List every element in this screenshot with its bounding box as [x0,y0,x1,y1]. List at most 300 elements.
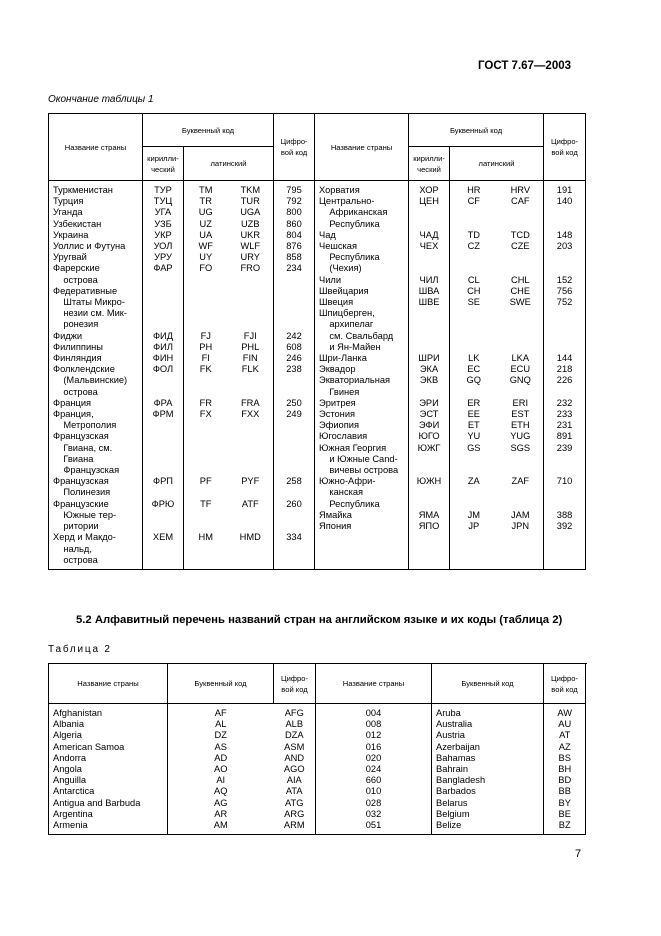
left-name-cell: Филиппины [49,342,143,353]
right-latin2-cell: EE [467,409,480,420]
left-latin2-cell: UA [199,229,213,240]
table-row [49,319,586,330]
left-name-cell: (Мальвинские) [49,375,143,386]
left-alpha2-cell: AI [216,775,226,786]
right-latin2-cell: TD [467,229,480,240]
left-digital-cell [274,465,315,476]
right-latin2-cell [450,387,498,398]
left-latin3-cell [228,443,274,454]
left-latin3-cell: TKM [228,181,274,197]
left-alpha3-cell: ATG [274,798,316,809]
right-digital-cell: 144 [556,353,573,364]
left-latin2-cell: TM [199,185,213,195]
right-digital-cell: 140 [556,196,573,207]
right-name-cell: Belarus [432,798,544,809]
left-name-cell: острова [49,275,143,286]
left-name-cell: Фолклендские [49,364,143,375]
left-name-cell: Украина [49,230,143,241]
right-cyr-cell: ЯПО [409,521,450,532]
right-cyr-cell [409,331,450,342]
table2-header-digital-right: Цифро-вой код [544,664,586,704]
right-digital-cell [544,487,586,498]
right-name-cell: Швейцария [315,286,409,297]
left-latin3-cell: HMD [228,532,274,543]
table-row [49,443,586,454]
right-name-cell: Эритрея [315,398,409,409]
table-row [49,375,586,386]
right-cyr-cell: ЮЖН [409,476,450,487]
right-digital-cell: 203 [556,241,573,252]
left-cyr-cell [143,420,184,431]
left-latin3-cell: WLF [228,241,274,252]
right-name-cell: Bahamas [432,753,544,764]
right-name-cell: Экваториальная [315,375,409,386]
right-digital-cell: 218 [556,364,573,375]
right-latin2-cell [450,454,498,465]
left-latin2-cell: PF [199,476,212,487]
right-latin2-cell: ET [467,420,480,431]
right-digital-cell: 226 [556,375,573,386]
table-row [49,719,586,730]
left-digital-cell: 024 [316,764,432,775]
right-latin3-cell: ERI [498,398,544,409]
table2-header-letter-code-right: Буквенный код [432,664,544,704]
left-digital-cell: 238 [274,364,315,375]
right-cyr-cell [409,555,450,570]
left-alpha3-cell: ARG [274,809,316,820]
right-alpha2-cell: BB [558,786,571,797]
left-digital-cell: 249 [274,409,315,420]
left-digital-cell [274,544,315,555]
left-cyr-cell: УОЛ [143,241,184,252]
right-latin2-cell [450,319,498,330]
left-cyr-cell [143,297,184,308]
right-cyr-cell [409,499,450,510]
left-name-cell: Уоллис и Футуна [49,241,143,252]
right-name-cell [315,555,409,570]
left-alpha2-cell: AQ [214,786,228,797]
left-digital-cell [274,275,315,286]
left-name-cell: Andorra [49,753,168,764]
right-cyr-cell: ЧИЛ [409,275,450,286]
left-cyr-cell: ФРА [143,398,184,409]
right-name-cell: Ямайка [315,510,409,521]
left-cyr-cell [143,544,184,555]
right-name-cell: Aruba [432,704,544,720]
table-row [49,798,586,809]
left-alpha3-cell: AFG [274,704,316,720]
right-digital-cell [544,544,586,555]
left-digital-cell: 860 [274,219,315,230]
right-digital-cell: 710 [556,476,573,487]
right-name-cell: Гвинея [315,387,409,398]
left-latin3-cell: FLK [228,364,274,375]
table-row [49,219,586,230]
left-digital-cell: 020 [316,753,432,764]
table2 [48,663,586,835]
left-name-cell: Французская [49,431,143,442]
right-alpha2-cell: BD [558,775,572,786]
left-latin3-cell [228,521,274,532]
right-name-cell: Belize [432,820,544,835]
right-digital-cell: 752 [556,297,573,308]
right-cyr-cell: ЭКВ [409,375,450,386]
right-cyr-cell: ЦЕН [409,196,450,207]
right-latin3-cell [498,555,544,570]
left-digital-cell [274,510,315,521]
left-cyr-cell: ТУЦ [143,196,184,207]
left-latin3-cell: PHL [228,342,274,353]
left-cyr-cell: ФОЛ [143,364,184,375]
right-digital-cell [544,207,586,218]
right-digital-cell [544,219,586,230]
right-latin2-cell: CF [467,196,480,207]
left-latin2-cell [184,420,228,431]
right-latin3-cell: HRV [498,181,544,197]
table-row [49,555,586,570]
right-latin3-cell: CAF [498,196,544,207]
left-latin2-cell: FJ [200,330,211,341]
right-name-cell: канская [315,487,409,498]
right-latin3-cell [498,342,544,353]
right-alpha2-cell: AW [557,708,573,718]
left-latin3-cell: FRO [228,263,274,274]
left-alpha3-cell: ARM [274,820,316,835]
table-row [49,420,586,431]
left-latin3-cell [228,275,274,286]
left-digital-cell [274,319,315,330]
left-digital-cell [274,286,315,297]
right-digital-cell [544,532,586,543]
left-latin2-cell [184,319,228,330]
left-digital-cell: 858 [274,252,315,263]
right-digital-cell [544,454,586,465]
left-digital-cell [274,555,315,570]
left-digital-cell [274,297,315,308]
right-cyr-cell: ЮЖГ [409,443,450,454]
right-name-cell: Республика [315,219,409,230]
left-latin3-cell: FXX [228,409,274,420]
left-name-cell: нальд, [49,544,143,555]
right-alpha2-cell: AU [558,719,572,730]
left-latin3-cell [228,387,274,398]
left-name-cell: Уругвай [49,252,143,263]
left-digital-cell: 016 [316,742,432,753]
left-cyr-cell: УЗБ [143,219,184,230]
left-cyr-cell: ТУР [143,181,184,197]
left-cyr-cell: ФИД [143,331,184,342]
table-row [49,364,586,375]
left-alpha3-cell: AGO [274,764,316,775]
left-digital-cell: 008 [316,719,432,730]
right-name-cell: Хорватия [315,181,409,197]
right-latin2-cell [450,532,498,543]
left-digital-cell: 004 [316,704,432,720]
left-cyr-cell [143,521,184,532]
right-digital-cell [544,555,586,570]
right-latin3-cell [498,487,544,498]
left-digital-cell: 012 [316,730,432,741]
left-alpha3-cell: ASM [274,742,316,753]
table2-header-name-right: Название страны [316,664,432,704]
left-latin2-cell: PH [199,341,213,352]
right-latin2-cell [450,331,498,342]
left-latin2-cell [184,555,228,570]
right-name-cell: Чили [315,275,409,286]
left-latin2-cell: FK [199,364,212,375]
right-name-cell: Шри-Ланка [315,353,409,364]
left-cyr-cell [143,431,184,442]
left-name-cell: Турция [49,196,143,207]
right-latin3-cell: YUG [498,431,544,442]
left-name-cell: Французская [49,476,143,487]
right-digital-cell: 232 [556,397,573,408]
left-cyr-cell [143,465,184,476]
right-name-cell: Африканская [315,207,409,218]
left-latin2-cell: UZ [199,218,212,229]
table1-caption: Окончание таблицы 1 [48,94,154,105]
table-row [49,454,586,465]
left-latin3-cell [228,286,274,297]
left-latin2-cell: UG [198,207,213,218]
left-name-cell: Фарерские [49,263,143,274]
left-latin2-cell [184,510,228,521]
left-name-cell: Полинезия [49,487,143,498]
right-cyr-cell [409,252,450,263]
left-alpha2-cell: AS [214,741,227,752]
left-digital-cell [274,375,315,386]
right-cyr-cell: ЧАД [409,230,450,241]
left-digital-cell [274,431,315,442]
left-latin2-cell [184,521,228,532]
right-name-cell: Республика [315,252,409,263]
right-alpha2-cell: AZ [558,741,571,752]
table-row [49,241,586,252]
left-name-cell: Уганда [49,207,143,218]
table1 [48,113,586,570]
left-latin2-cell [184,454,228,465]
right-latin3-cell [498,207,544,218]
right-name-cell: Эфиопия [315,420,409,431]
right-cyr-cell [409,342,450,353]
left-cyr-cell [143,319,184,330]
left-latin3-cell: UZB [228,219,274,230]
right-name-cell: Шпицберген, [315,308,409,319]
left-digital-cell: 051 [316,820,432,835]
right-latin3-cell: CZE [498,241,544,252]
left-latin2-cell: FO [199,263,213,274]
left-cyr-cell: ФИН [143,353,184,364]
table1-header-name-left: Название страны [49,114,143,181]
right-alpha2-cell: BZ [558,820,571,831]
right-cyr-cell: ШРИ [409,353,450,364]
right-digital-cell [544,387,586,398]
right-latin3-cell [498,219,544,230]
left-alpha3-cell: ALB [274,719,316,730]
table-row [49,532,586,543]
section-title: 5.2 Алфавитный перечень названий стран на английском языке и их коды (таблица 2) [76,614,563,626]
left-latin2-cell: FI [201,353,210,364]
left-latin3-cell: ATF [228,499,274,510]
table-row [49,521,586,532]
left-name-cell: Argentina [49,809,168,820]
right-name-cell: Australia [432,719,544,730]
table-row [49,775,586,786]
left-latin3-cell: FIN [228,353,274,364]
left-name-cell: незии см. Мик- [49,308,143,319]
right-name-cell: вичевы острова [315,465,409,476]
table2-header-digital-left: Цифро-вой код [274,664,316,704]
left-latin2-cell [184,431,228,442]
left-name-cell: Французские [49,499,143,510]
left-cyr-cell: УРУ [143,252,184,263]
right-alpha2-cell: AT [559,730,571,741]
right-latin2-cell: CH [467,285,481,296]
left-digital-cell: 792 [274,196,315,207]
right-latin3-cell: GNQ [498,375,544,386]
left-name-cell: Узбекистан [49,219,143,230]
table-row [49,230,586,241]
right-latin2-cell: CZ [467,241,480,252]
right-latin2-cell [450,219,498,230]
right-latin3-cell: ETH [498,420,544,431]
right-cyr-cell [409,219,450,230]
left-digital-cell [274,308,315,319]
left-cyr-cell [143,387,184,398]
left-latin3-cell [228,431,274,442]
left-name-cell: Armenia [49,820,168,835]
left-cyr-cell: ХЕМ [143,532,184,543]
table-row [49,730,586,741]
right-name-cell: Эквадор [315,364,409,375]
left-digital-cell: 260 [274,499,315,510]
left-latin3-cell [228,487,274,498]
right-latin2-cell [450,263,498,274]
table1-header-digital-right: Цифро-вой код [544,114,586,181]
left-cyr-cell: ФАР [143,263,184,274]
table-row [49,753,586,764]
table-row [49,499,586,510]
table1-body [49,181,586,570]
right-alpha2-cell: BE [558,808,571,819]
table-row [49,476,586,487]
right-name-cell: Bahrain [432,764,544,775]
right-cyr-cell: ЮГО [409,431,450,442]
left-digital-cell: 028 [316,798,432,809]
right-alpha2-cell: BY [558,797,571,808]
right-latin2-cell [450,499,498,510]
right-name-cell: Azerbaijan [432,742,544,753]
right-cyr-cell: ЯМА [409,510,450,521]
right-digital-cell [544,499,586,510]
left-cyr-cell [143,487,184,498]
left-latin2-cell: TF [200,498,212,509]
table-row [49,286,586,297]
left-latin2-cell [184,286,228,297]
left-name-cell: Фиджи [49,331,143,342]
right-cyr-cell: ШВА [409,286,450,297]
right-digital-cell: 388 [556,509,573,520]
left-digital-cell: 804 [274,230,315,241]
left-latin3-cell: TUR [228,196,274,207]
left-cyr-cell [143,510,184,521]
right-latin3-cell [498,465,544,476]
right-latin2-cell: GS [467,442,481,453]
right-cyr-cell [409,319,450,330]
right-latin2-cell: SE [467,297,480,308]
table-row [49,704,586,720]
table-row [49,331,586,342]
left-name-cell: Afghanistan [49,704,168,720]
left-latin3-cell: UKR [228,230,274,241]
left-latin3-cell [228,454,274,465]
right-digital-cell: 756 [556,285,573,296]
left-latin2-cell [184,275,228,286]
table-row [49,207,586,218]
left-latin3-cell [228,319,274,330]
table-row [49,465,586,476]
document-header: ГОСТ 7.67—2003 [478,60,572,72]
table-row [49,252,586,263]
right-name-cell: Япония [315,521,409,532]
left-name-cell: Гвиана, см. [49,443,143,454]
right-latin2-cell [450,544,498,555]
right-cyr-cell: ЭКА [409,364,450,375]
right-name-cell: Эстония [315,409,409,420]
left-digital-cell [274,454,315,465]
left-alpha3-cell: AIA [274,775,316,786]
left-latin2-cell [184,297,228,308]
right-name-cell: Чад [315,230,409,241]
table-row [49,263,586,274]
left-digital-cell: 795 [274,181,315,197]
right-digital-cell [544,319,586,330]
table-row [49,487,586,498]
left-latin2-cell: TR [199,196,212,207]
left-name-cell: American Samoa [49,742,168,753]
right-name-cell: Barbados [432,786,544,797]
left-alpha2-cell: AD [214,752,228,763]
right-alpha2-cell: BH [558,764,572,775]
right-latin2-cell [450,465,498,476]
left-latin3-cell: UGA [228,207,274,218]
left-digital-cell: 242 [274,331,315,342]
right-digital-cell: 231 [556,420,573,431]
left-name-cell: Метрополия [49,420,143,431]
table-row [49,786,586,797]
right-latin3-cell: SGS [498,443,544,454]
right-latin3-cell: JAM [498,510,544,521]
right-latin2-cell [450,308,498,319]
right-cyr-cell [409,387,450,398]
left-name-cell: Antarctica [49,786,168,797]
right-cyr-cell [409,263,450,274]
left-digital-cell: 608 [274,342,315,353]
left-alpha2-cell: AG [214,797,228,808]
right-latin2-cell: JP [468,521,480,532]
table1-header-letter-code-right: Буквенный код [409,114,544,147]
left-latin2-cell: HM [198,532,213,543]
table2-header-name-left: Название страны [49,664,168,704]
left-name-cell: Albania [49,719,168,730]
right-cyr-cell [409,454,450,465]
right-cyr-cell: ХОР [409,181,450,197]
table1-header-latin-left: латинский [184,147,274,181]
right-cyr-cell [409,487,450,498]
left-digital-cell [274,420,315,431]
right-latin2-cell [450,342,498,353]
left-latin3-cell: FJI [228,331,274,342]
